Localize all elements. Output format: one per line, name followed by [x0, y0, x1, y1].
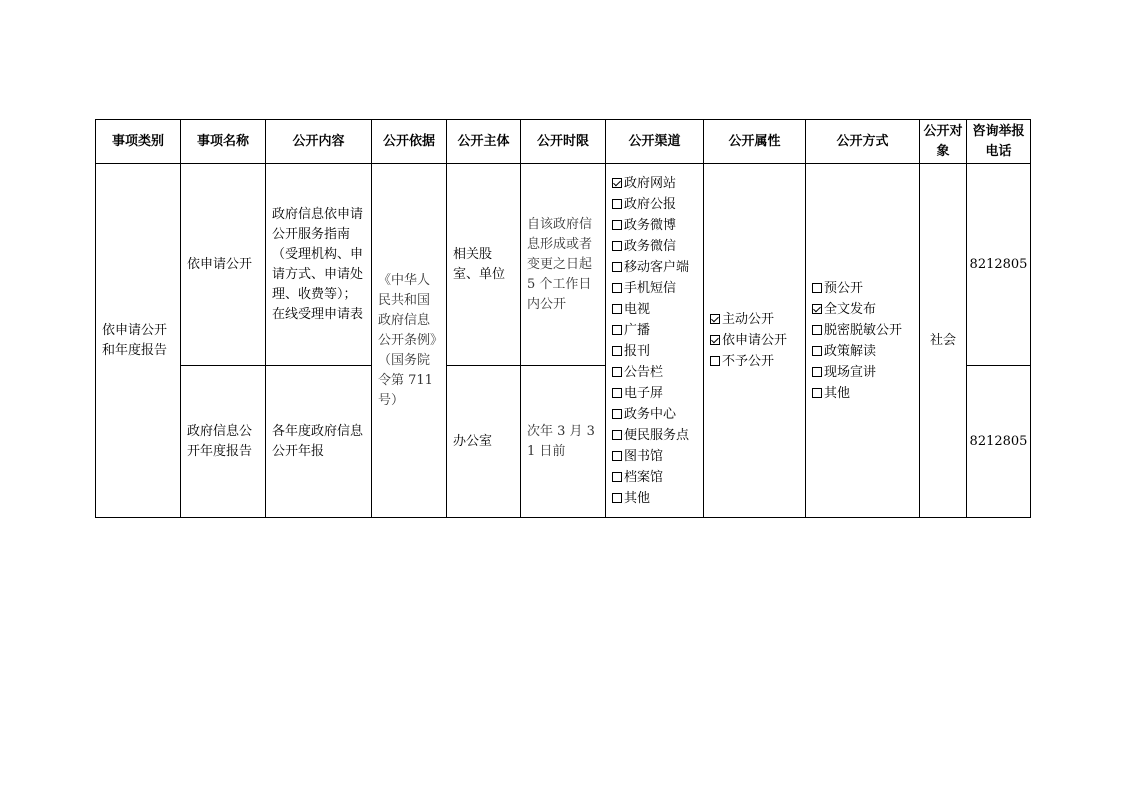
- checkbox-icon: [612, 388, 622, 398]
- method-cell: [806, 164, 920, 518]
- channel-option-label: 图书馆: [624, 448, 664, 464]
- method-option: [812, 278, 913, 299]
- checkbox-icon: [612, 493, 622, 503]
- channel-option-label: 电视: [624, 301, 651, 317]
- table-row: [96, 164, 1031, 366]
- method-option-label: 现场宣讲: [824, 364, 877, 380]
- header-category: 事项类别: [96, 120, 181, 164]
- attribute-option-label: 依申请公开: [722, 333, 788, 348]
- channel-option: [612, 404, 697, 425]
- channel-option: [612, 173, 697, 194]
- checkbox-icon: [812, 283, 822, 293]
- checkbox-icon: [612, 262, 622, 272]
- method-list: [812, 278, 913, 404]
- row2-phone: 8212805: [967, 366, 1031, 518]
- header-audience: 公开对象: [920, 120, 967, 164]
- header-basis: 公开依据: [372, 120, 447, 164]
- method-option: [812, 383, 913, 404]
- basis-cell: 《中华人民共和国政府信息公开条例》（国务院令第 711 号）: [372, 164, 447, 518]
- checkbox-icon: [612, 409, 622, 419]
- method-option: [812, 341, 913, 362]
- method-option: [812, 362, 913, 383]
- method-option-label: 政策解读: [824, 343, 877, 359]
- attribute-option: [710, 351, 799, 372]
- header-row: [96, 120, 1031, 164]
- checkbox-icon: [612, 283, 622, 293]
- channel-option-label: 电子屏: [624, 385, 664, 401]
- channel-option: [612, 488, 697, 509]
- method-option-label: 预公开: [824, 280, 864, 296]
- channel-option-label: 报刊: [624, 343, 651, 359]
- checkbox-icon: [612, 430, 622, 440]
- method-option-label: 脱密脱敏公开: [824, 322, 903, 338]
- checkbox-icon: [612, 367, 622, 377]
- method-option-label: 全文发布: [824, 301, 877, 317]
- header-phone: 咨询举报电话: [967, 120, 1031, 164]
- channel-option-label: 便民服务点: [624, 427, 690, 443]
- channel-list: [612, 173, 697, 509]
- checkbox-icon: [612, 325, 622, 335]
- checkbox-icon: [812, 346, 822, 356]
- checked-box-icon: [612, 178, 622, 188]
- attribute-option-label: 不予公开: [722, 354, 775, 369]
- channel-option-label: 移动客户端: [624, 259, 690, 275]
- row1-content: 政府信息依申请公开服务指南（受理机构、申请方式、申请处理、收费等）；在线受理申请表: [266, 164, 372, 366]
- row2-name: 政府信息公开年度报告: [181, 366, 266, 518]
- checked-box-icon: [812, 304, 822, 314]
- checkbox-icon: [812, 367, 822, 377]
- header-name: 事项名称: [181, 120, 266, 164]
- header-method: 公开方式: [806, 120, 920, 164]
- checkbox-icon: [612, 220, 622, 230]
- attribute-cell: [704, 164, 806, 518]
- header-attribute: 公开属性: [704, 120, 806, 164]
- disclosure-table: [95, 119, 1031, 518]
- channel-option: [612, 383, 697, 404]
- row1-name: 依申请公开: [181, 164, 266, 366]
- channel-option-label: 政务微博: [624, 217, 677, 233]
- channel-option: [612, 215, 697, 236]
- channel-option: [612, 362, 697, 383]
- channel-option-label: 政务微信: [624, 238, 677, 254]
- channel-option-label: 广播: [624, 322, 651, 338]
- channel-option-label: 其他: [624, 490, 651, 506]
- header-subject: 公开主体: [447, 120, 521, 164]
- method-option: [812, 320, 913, 341]
- channel-option-label: 公告栏: [624, 364, 664, 380]
- checkbox-icon: [612, 241, 622, 251]
- channel-option: [612, 425, 697, 446]
- channel-option-label: 政府网站: [624, 175, 677, 191]
- checkbox-icon: [612, 304, 622, 314]
- header-content: 公开内容: [266, 120, 372, 164]
- checkbox-icon: [812, 325, 822, 335]
- method-option: [812, 299, 913, 320]
- channel-option: [612, 467, 697, 488]
- channel-cell: [606, 164, 704, 518]
- row2-timelimit: 次年 3 月 31 日前: [521, 366, 606, 518]
- channel-option: [612, 320, 697, 341]
- channel-option: [612, 194, 697, 215]
- channel-option: [612, 446, 697, 467]
- checkbox-icon: [612, 472, 622, 482]
- channel-option: [612, 299, 697, 320]
- category-cell: 依申请公开和年度报告: [96, 164, 181, 518]
- checkbox-icon: [710, 356, 720, 366]
- method-option-label: 其他: [824, 385, 851, 401]
- channel-option: [612, 257, 697, 278]
- row2-content: 各年度政府信息公开年报: [266, 366, 372, 518]
- channel-option-label: 政务中心: [624, 406, 677, 422]
- channel-option-label: 手机短信: [624, 280, 677, 296]
- row1-timelimit: 自该政府信息形成或者变更之日起 5 个工作日内公开: [521, 164, 606, 366]
- channel-option-label: 政府公报: [624, 196, 677, 212]
- audience-cell: 社会: [920, 164, 967, 518]
- channel-option: [612, 278, 697, 299]
- row1-phone: 8212805: [967, 164, 1031, 366]
- channel-option: [612, 341, 697, 362]
- checkbox-icon: [612, 451, 622, 461]
- checkbox-icon: [612, 199, 622, 209]
- header-channel: 公开渠道: [606, 120, 704, 164]
- attribute-list: [710, 309, 799, 372]
- checked-box-icon: [710, 314, 720, 324]
- checkbox-icon: [812, 388, 822, 398]
- attribute-option: [710, 309, 799, 330]
- attribute-option: [710, 330, 799, 351]
- checkbox-icon: [612, 346, 622, 356]
- channel-option: [612, 236, 697, 257]
- attribute-option-label: 主动公开: [722, 312, 775, 327]
- checked-box-icon: [710, 335, 720, 345]
- channel-option-label: 档案馆: [624, 469, 664, 485]
- row2-subject: 办公室: [447, 366, 521, 518]
- header-timelimit: 公开时限: [521, 120, 606, 164]
- row1-subject: 相关股室、单位: [447, 164, 521, 366]
